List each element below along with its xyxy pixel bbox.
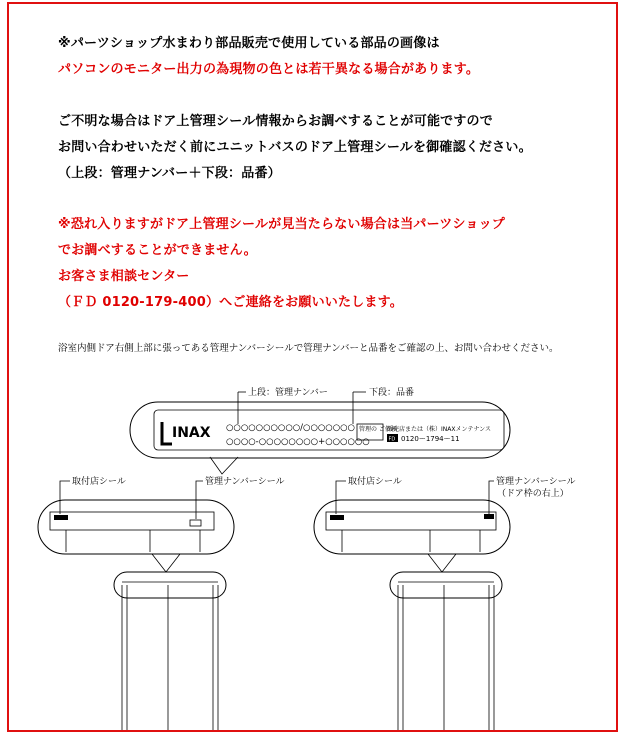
product-code: ○○○○-○○○○○○○○+○○○○○○ — [226, 437, 370, 447]
right-installer-sticker — [330, 515, 344, 520]
notice-line-5: （上段：管理ナンバー＋下段：品番） — [58, 166, 281, 181]
inax-logo-text: INAX — [172, 425, 211, 441]
right-pointer — [428, 554, 456, 572]
inax-logo-mark — [162, 422, 172, 444]
right-sticker-leader — [489, 481, 494, 514]
notice-line-8: お客さま相談センター — [58, 269, 190, 284]
right-zoom-callout — [314, 500, 510, 554]
right-sticker-note: （ドア枠の右上） — [497, 489, 569, 499]
left-installer-leader — [60, 481, 70, 514]
notice-line-2: パソコンのモニター出力の為現物の色とは若干異なる場合があります。 — [58, 62, 480, 77]
left-door-top-ellipse — [114, 572, 226, 598]
badge-text: 管理の ご依頼 — [359, 426, 397, 433]
left-pointer — [152, 554, 180, 572]
notice-line-7: でお調べすることができません。 — [58, 243, 257, 258]
callout-pointer — [210, 457, 238, 474]
right-installer-label: 取付店シール — [348, 477, 402, 487]
notice-line-9: （ＦＤ 0120-179-400）へご連絡をお願いいたします。 — [58, 295, 403, 310]
left-zoom-callout — [38, 500, 234, 554]
left-installer-label: 取付店シール — [72, 477, 126, 487]
left-management-sticker — [190, 520, 201, 526]
notice-line-4: お問い合わせいただく前にユニットバスのドア上管理シールを御確認ください。 — [58, 140, 532, 155]
right-sticker-label: 管理ナンバーシール — [496, 477, 576, 487]
left-sticker-label: 管理ナンバーシール — [205, 477, 285, 487]
right-installer-leader — [336, 481, 346, 514]
phone-number: 0120ー1794ー11 — [401, 435, 460, 443]
right-door-top-ellipse — [390, 572, 502, 598]
shop-text: 販売店または（株）INAXメンテナンス — [387, 426, 491, 433]
label-lower: 下段：品番 — [369, 388, 415, 398]
notice-line-3: ご不明な場合はドア上管理シール情報からお調べすることが可能ですので — [58, 114, 493, 129]
label-upper: 上段：管理ナンバー — [248, 388, 328, 398]
fd-mark-text: FD — [388, 436, 396, 443]
left-installer-sticker — [54, 515, 68, 520]
right-management-sticker — [484, 514, 494, 519]
diagram-caption: 浴室内側ドア右側上部に張ってある管理ナンバーシールで管理ナンバーと品番をご確認の上、お問い合わせください。 — [58, 343, 559, 354]
notice-line-1: ※パーツショップ水まわり部品販売で使用している部品の画像は — [58, 36, 440, 51]
management-number: ○○○○○○○○○○/○○○○○○○ — [226, 423, 355, 433]
left-frame-top — [50, 512, 214, 530]
notice-line-6: ※恐れ入りますがドア上管理シールが見当たらない場合は当パーツショップ — [58, 217, 506, 232]
right-frame-top — [326, 512, 496, 530]
